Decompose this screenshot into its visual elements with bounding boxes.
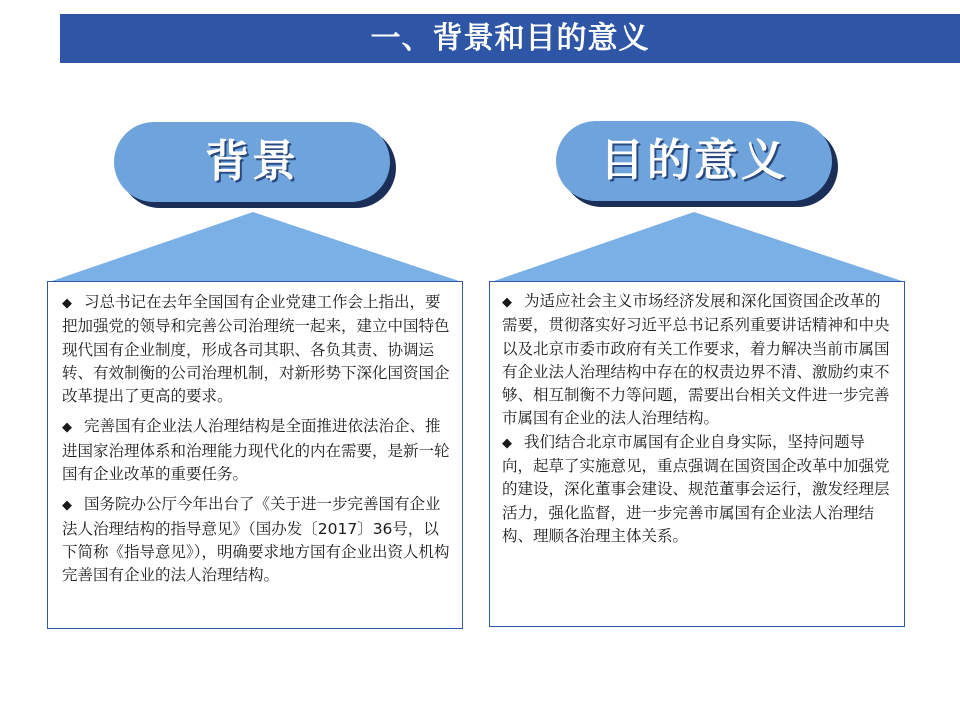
paragraph-text: 完善国有企业法人治理结构是全面推进依法治企、推进国家治理体系和治理能力现代化的内在需要，是新一轮国有企业改革的重要任务。 (62, 417, 450, 484)
left-connector-triangle (52, 212, 459, 281)
background-paragraph (62, 291, 451, 408)
purpose-paragraph (502, 431, 892, 548)
background-paragraph (62, 415, 451, 486)
purpose-text-box (489, 281, 905, 627)
paragraph-text: 国务院办公厅今年出台了《关于进一步完善国有企业法人治理结构的指导意见》（国办发〔2017〕36号，以下简称《指导意见》），明确要求地方国有企业出资人机构完善国有企业的法人治理结构。 (62, 495, 450, 585)
paragraph-text: 为适应社会主义市场经济发展和深化国资国企改革的需要，贯彻落实好习近平总书记系列重要讲话精神和中央以及北京市委市政府有关工作要求，着力解决当前市属国有企业法人治理结构中存在的权责边界不清、激励约束不够、相互制衡不力等问题，需要出台相关文件进一步完善市属国有企业的法人治理结构。 (502, 292, 890, 428)
background-paragraph (62, 493, 451, 587)
diamond-bullet-icon: ◆ (502, 435, 512, 451)
paragraph-text: 习总书记在去年全国国有企业党建工作会上指出，要把加强党的领导和完善公司治理统一起来，建立中国特色现代国有企业制度，形成各司其职、各负其责、协调运转、有效制衡的公司治理机制，对新形势下深化国资国企改革提出了更高的要求。 (62, 293, 450, 406)
diamond-bullet-icon: ◆ (62, 498, 72, 514)
right-connector-triangle (494, 212, 902, 281)
purpose-heading-pill: 目的意义 (556, 121, 832, 201)
slide-title: 一、背景和目的意义 (370, 21, 650, 56)
diamond-bullet-icon: ◆ (62, 420, 72, 436)
diamond-bullet-icon: ◆ (62, 296, 72, 311)
background-heading-pill: 背景 (114, 122, 390, 202)
background-text-box (47, 281, 463, 629)
paragraph-text: 我们结合北京市属国有企业自身实际，坚持问题导向，起草了实施意见，重点强调在国资国企改革中加强党的建设，深化董事会建设、规范董事会运行，激发经理层活力，强化监督，进一步完善市属国有企业法人治理结构、理顺各治理主体关系。 (502, 432, 890, 545)
diamond-bullet-icon: ◆ (502, 295, 512, 310)
purpose-paragraph (502, 290, 892, 431)
